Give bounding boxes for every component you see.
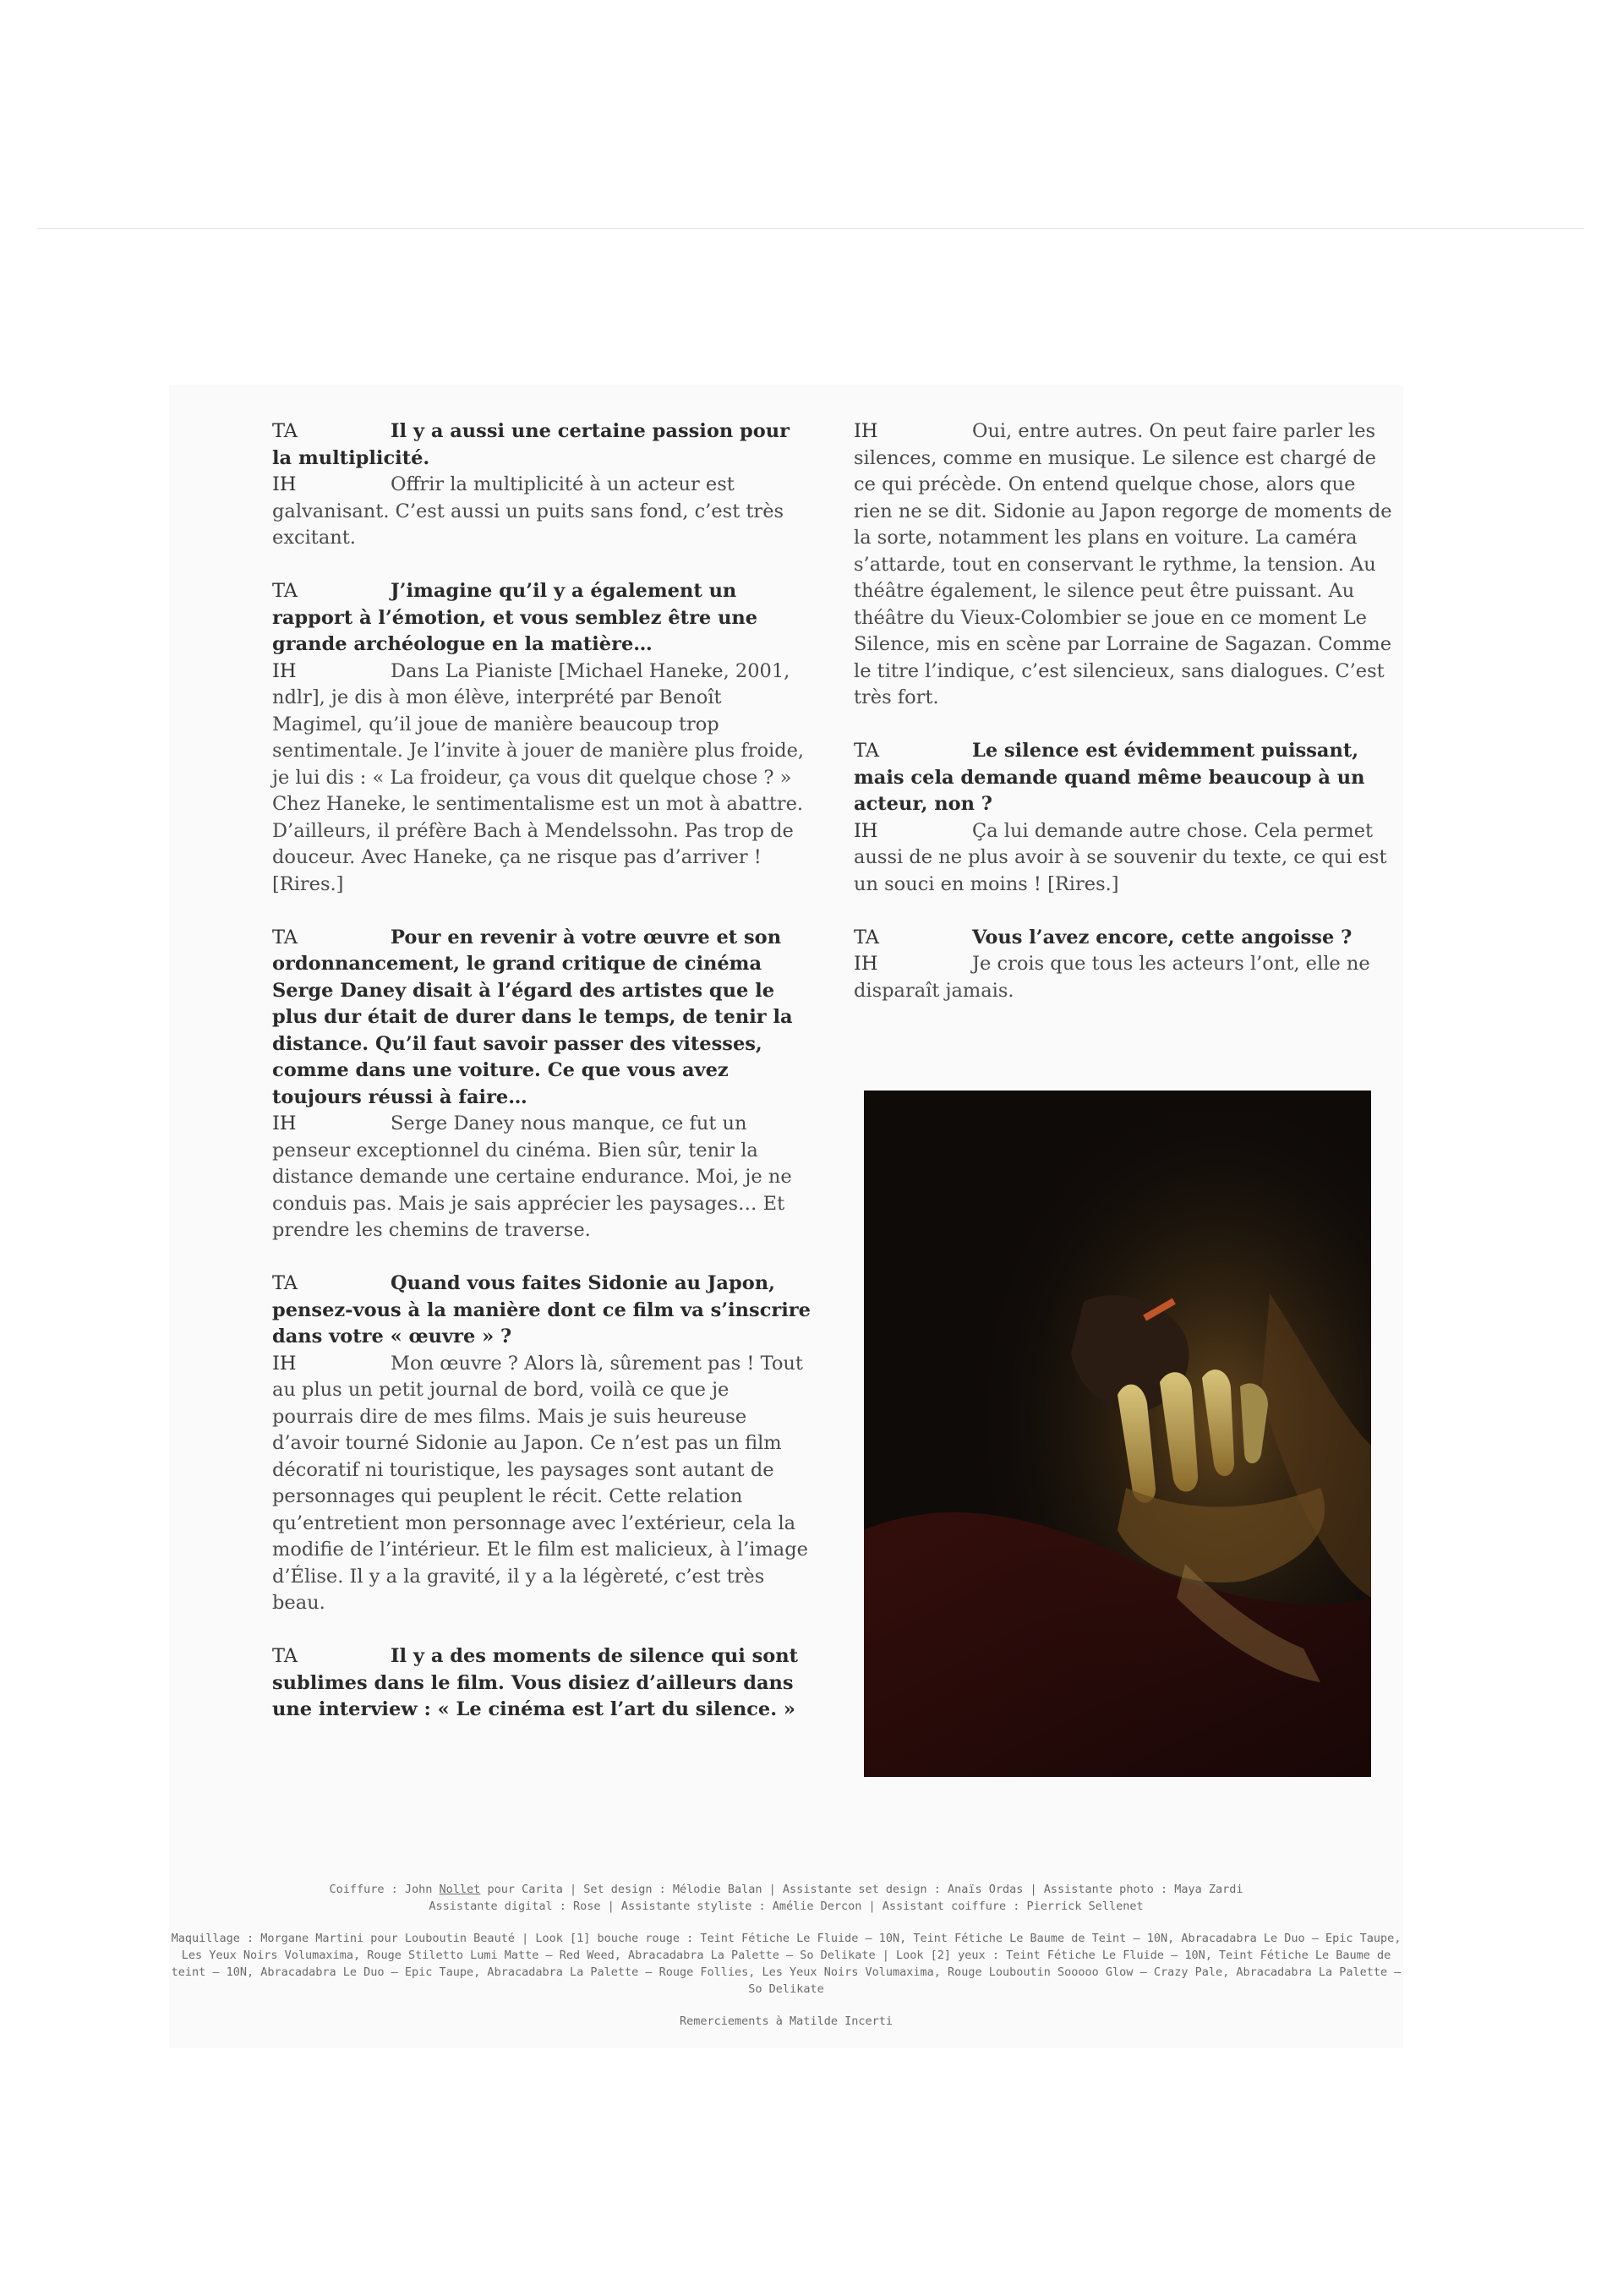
speaker-label: IH	[854, 420, 878, 442]
exchange	[854, 951, 1395, 1004]
credits-underlined-name: Nollet	[439, 1883, 481, 1896]
speaker-label: TA	[854, 926, 880, 948]
question: J’imagine qu’il y a également un rapport à l’émotion, et vous semblez être une grande archéologue en la matière…	[272, 580, 758, 655]
exchange	[272, 472, 813, 552]
top-divider	[37, 228, 1584, 229]
exchange	[854, 818, 1395, 899]
speaker-label: TA	[272, 1645, 298, 1667]
speaker-label: IH	[272, 1352, 297, 1375]
credits-text: pour Carita | Set design : Mélodie Balan | Assistante set design : Anaïs Ordas | Assistante photo : Maya Zardi	[480, 1883, 1243, 1896]
exchange	[854, 925, 1395, 952]
exchange	[272, 578, 813, 659]
left-column	[272, 418, 813, 1724]
speaker-label: TA	[854, 740, 880, 762]
exchange	[272, 925, 813, 1112]
credits-text: Coiffure : John	[329, 1883, 440, 1896]
question: Vous l’avez encore, cette angoisse ?	[972, 926, 1352, 948]
speaker-label: TA	[272, 580, 298, 602]
answer: Ça lui demande autre chose. Cela permet aussi de ne plus avoir à se souvenir du texte, ce qui est un souci en moins ! [Rires.]	[854, 819, 1387, 895]
acknowledgements: Remerciements à Matilde Incerti	[680, 2014, 893, 2028]
question: Il y a des moments de silence qui sont sublimes dans le film. Vous disiez d’ailleurs dans une interview : « Le cinéma est l’art du silence. »	[272, 1645, 799, 1720]
question: Quand vous faites Sidonie au Japon, pensez-vous à la manière dont ce film va s’inscrire dans votre « œuvre » ?	[272, 1272, 811, 1348]
answer: Mon œuvre ? Alors là, sûrement pas ! Tout au plus un petit journal de bord, voilà ce que je pourrais dire de mes films. Mais je suis heureuse d’avoir tourné Sidonie au Japon. Ce n’est pas un film décoratif ni touristique, les paysages sont autant de personnages qui peuplent le récit. Cette relation qu’entretient mon personnage avec l’extérieur, cela la modifie de l’intérieur. Et le film est malicieux, à l’image d’Élise. Il y a la gravité, il y a la légèreté, c’est très beau.	[272, 1352, 808, 1614]
credits-block	[169, 1881, 1403, 1915]
exchange	[272, 1351, 813, 1617]
speaker-label: TA	[272, 1272, 298, 1294]
question: Il y a aussi une certaine passion pour la multiplicité.	[272, 420, 790, 469]
answer: Oui, entre autres. On peut faire parler les silences, comme en musique. Le silence est chargé de ce qui précède. On entend quelque chose, alors que rien ne se dit. Sidonie au Japon regorge de moments de la sorte, notamment les plans en voiture. La caméra s’attarde, tout en conservant le rythme, la tension. Au théâtre également, le silence peut être puissant. Au théâtre du Vieux-Colombier se joue en ce moment Le Silence, mis en scène par Lorraine de Sagazan. Comme le titre l’indique, c’est silencieux, sans dialogues. C’est très fort.	[854, 420, 1392, 708]
photo-credits	[169, 1881, 1403, 2045]
answer: Serge Daney nous manque, ce fut un penseur exceptionnel du cinéma. Bien sûr, tenir la distance demande une certaine endurance. Moi, je ne conduis pas. Mais je sais apprécier les paysages… Et prendre les chemins de traverse.	[272, 1112, 792, 1241]
speaker-label: IH	[272, 659, 297, 682]
credits-text: Assistante digital : Rose | Assistante styliste : Amélie Dercon | Assistant coiffure : Pierrick Sellenet	[429, 1900, 1144, 1913]
hand-photo	[864, 1091, 1371, 1777]
speaker-label: IH	[854, 819, 878, 842]
exchange	[272, 659, 813, 899]
exchange	[272, 1111, 813, 1244]
speaker-label: IH	[272, 1112, 297, 1134]
exchange	[854, 738, 1395, 818]
answer: Je crois que tous les acteurs l’ont, elle ne disparaît jamais.	[854, 953, 1370, 1002]
answer: Dans La Pianiste [Michael Haneke, 2001, ndlr], je dis à mon élève, interprété par Benoît Magimel, qu’il joue de manière beaucoup trop sentimentale. Je l’invite à jouer de manière plus froide, je lui dis : « La froideur, ça vous dit quelque chose ? » Chez Haneke, le sentimentalisme est un mot à abattre. D’ailleurs, il préfère Bach à Mendelssohn. Pas trop de douceur. Avec Haneke, ça ne risque pas d’arriver ! [Rires.]	[272, 659, 805, 895]
exchange	[854, 418, 1395, 712]
speaker-label: TA	[272, 420, 298, 442]
speaker-label: IH	[854, 953, 878, 975]
makeup-credits: Maquillage : Morgane Martini pour Louboutin Beauté | Look [1] bouche rouge : Teint Fétiche Le Fluide – 10N, Teint Fétiche Le Baume de Teint – 10N, Abracadabra Le Duo – Epic Taupe, Les Yeux Noirs Volumaxima, Rouge Stiletto Lumi Matte – Red Weed, Abracadabra La Palette – So Delikate | Look [2] yeux : Teint Fétiche Le Fluide – 10N, Teint Fétiche Le Baume de teint – 10N, Abracadabra Le Duo – Epic Taupe, Abracadabra La Palette – Rouge Follies, Les Yeux Noirs Volumaxima, Rouge Louboutin Sooooo Glow – Crazy Pale, Abracadabra La Palette – So Delikate	[171, 1932, 1402, 1996]
exchange	[272, 1643, 813, 1724]
right-column	[854, 418, 1395, 1004]
exchange	[272, 1271, 813, 1351]
magazine-page	[169, 385, 1403, 2048]
answer: Offrir la multiplicité à un acteur est galvanisant. C’est aussi un puits sans fond, c’est très excitant.	[272, 473, 784, 549]
speaker-label: TA	[272, 926, 298, 948]
exchange	[272, 418, 813, 472]
question: Pour en revenir à votre œuvre et son ordonnancement, le grand critique de cinéma Serge Daney disait à l’égard des artistes que le plus dur était de durer dans le temps, de tenir la distance. Qu’il faut savoir passer des vitesses, comme dans une voiture. Ce que vous avez toujours réussi à faire…	[272, 926, 793, 1108]
question: Le silence est évidemment puissant, mais cela demande quand même beaucoup à un acteur, non ?	[854, 740, 1365, 815]
speaker-label: IH	[272, 473, 297, 495]
